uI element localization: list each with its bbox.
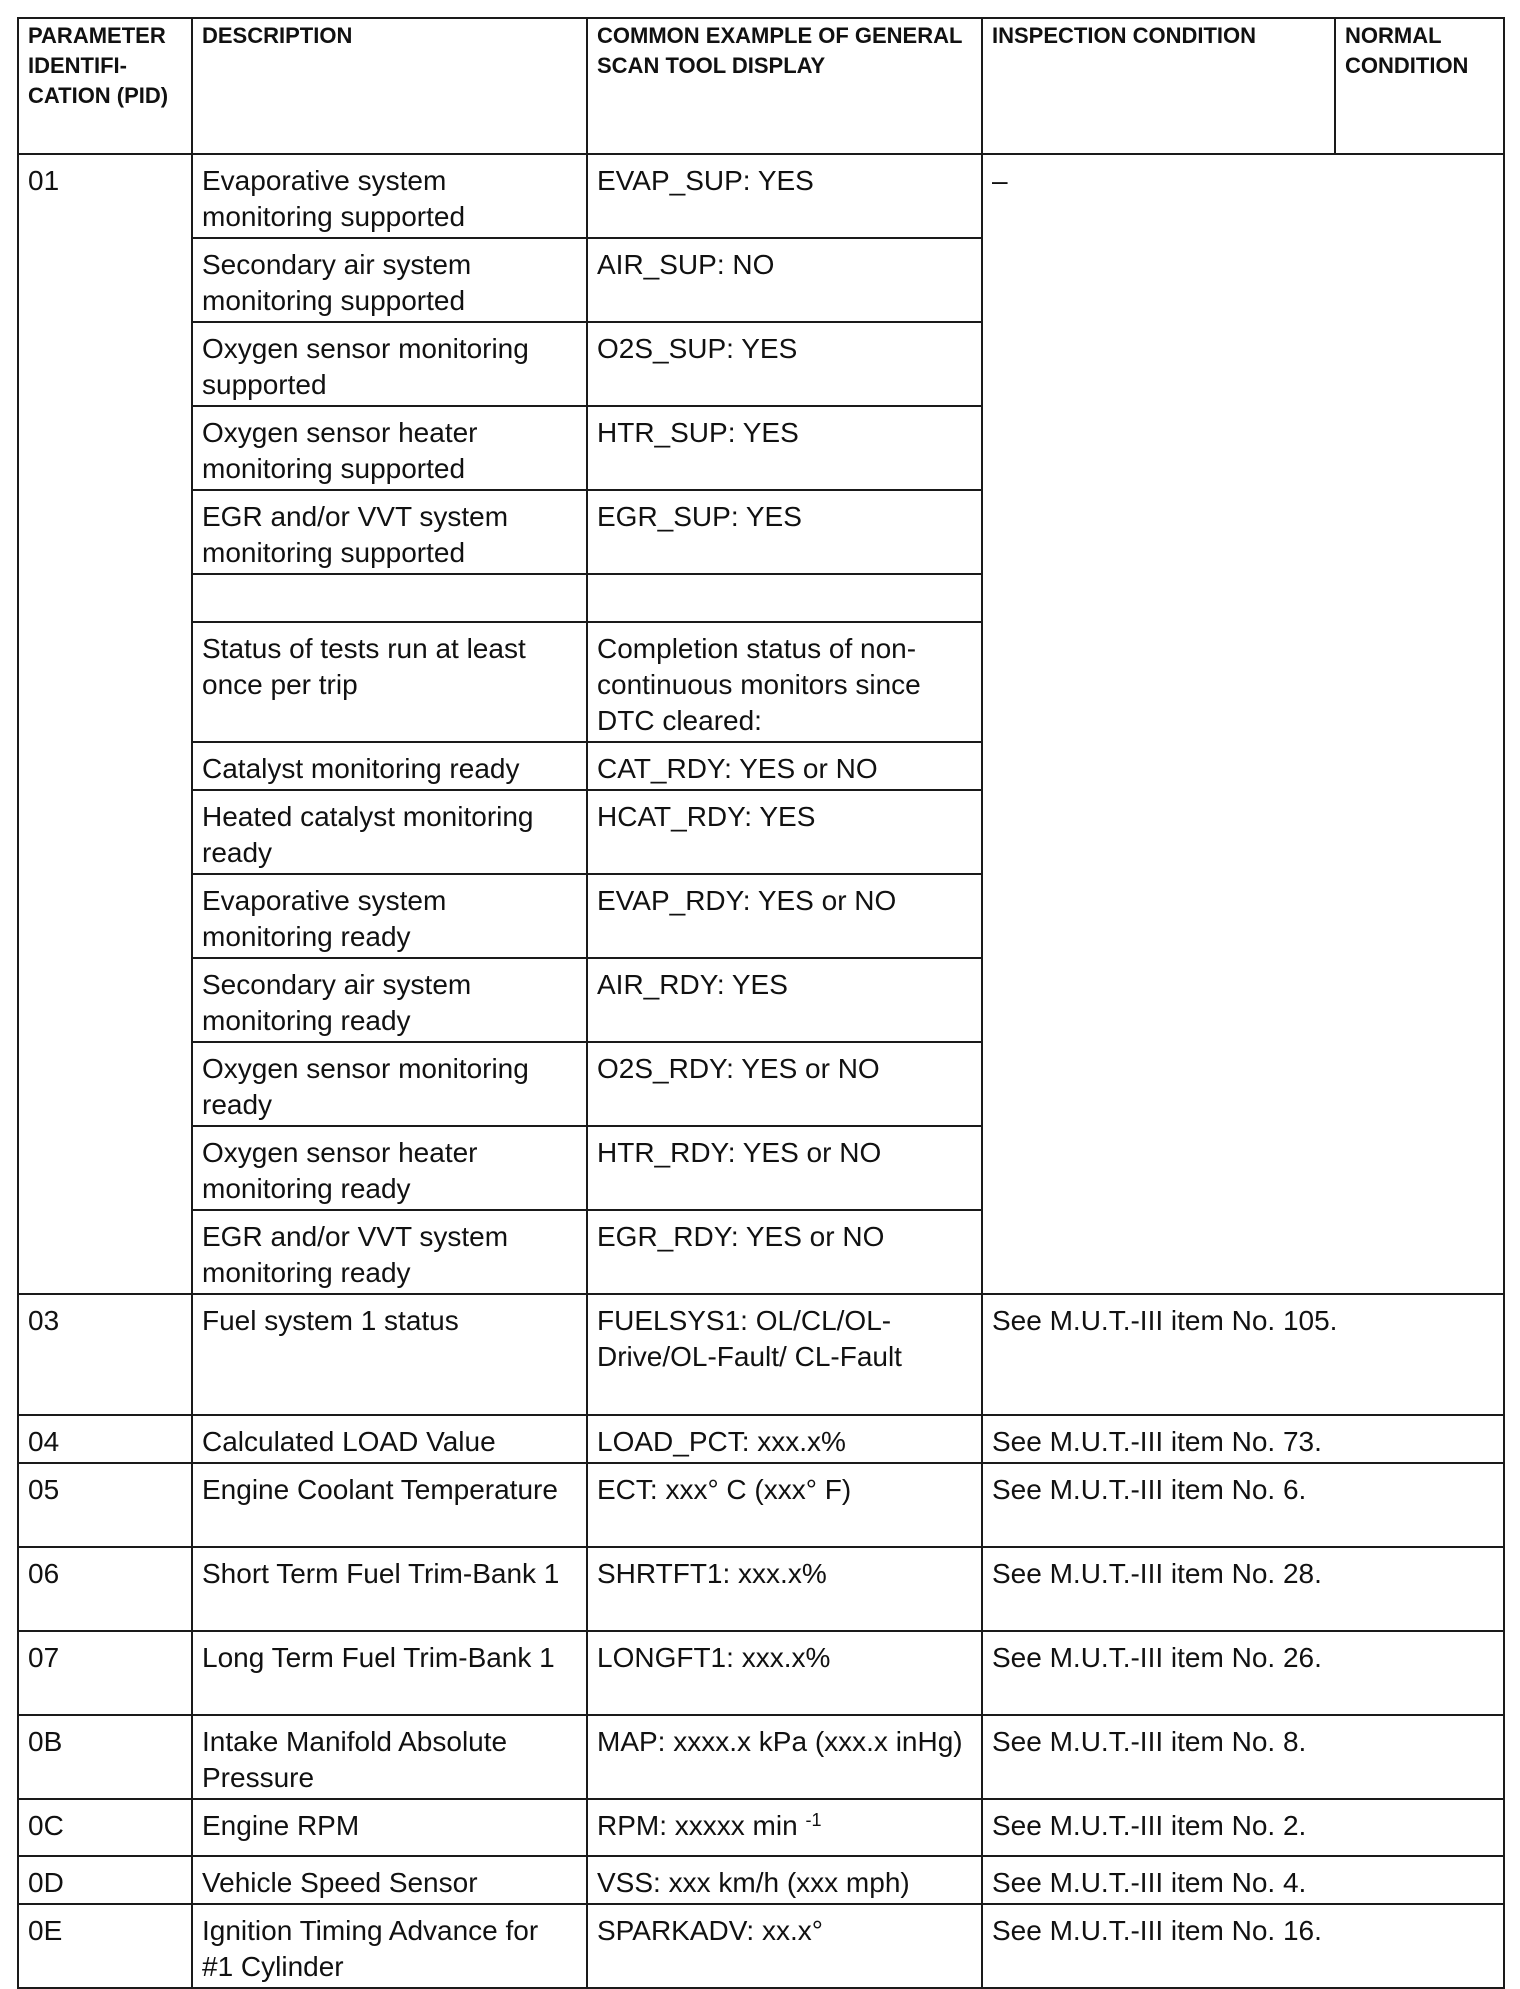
display-cell: Completion status of non-continuous monitors since DTC cleared: <box>587 622 982 742</box>
header-inspection: INSPECTION CONDITION <box>982 18 1335 154</box>
display-cell: EVAP_SUP: YES <box>587 154 982 238</box>
display-cell: CAT_RDY: YES or NO <box>587 742 982 790</box>
display-cell: O2S_RDY: YES or NO <box>587 1042 982 1126</box>
pid-cell: 05 <box>18 1463 192 1547</box>
description-cell: EGR and/or VVT system monitoring supported <box>192 490 587 574</box>
description-cell: Ignition Timing Advance for #1 Cylinder <box>192 1904 587 1988</box>
description-cell: Heated catalyst monitoring ready <box>192 790 587 874</box>
table-row <box>18 1547 1504 1631</box>
description-cell: Oxygen sensor heater monitoring ready <box>192 1126 587 1210</box>
condition-cell: See M.U.T.-III item No. 6. <box>982 1463 1504 1547</box>
display-cell: EGR_RDY: YES or NO <box>587 1210 982 1294</box>
table-row <box>18 1715 1504 1799</box>
display-cell: EGR_SUP: YES <box>587 490 982 574</box>
table-row <box>18 1294 1504 1415</box>
display-cell: MAP: xxxx.x kPa (xxx.x inHg) <box>587 1715 982 1799</box>
display-cell: HCAT_RDY: YES <box>587 790 982 874</box>
table-row <box>18 1904 1504 1988</box>
pid-cell: 07 <box>18 1631 192 1715</box>
description-cell: Engine RPM <box>192 1799 587 1856</box>
description-cell: Oxygen sensor monitoring supported <box>192 322 587 406</box>
display-cell <box>587 1799 982 1856</box>
header-row <box>18 18 1504 154</box>
description-cell: Long Term Fuel Trim-Bank 1 <box>192 1631 587 1715</box>
pid-cell: 06 <box>18 1547 192 1631</box>
description-cell: Evaporative system monitoring supported <box>192 154 587 238</box>
pid-cell: 0C <box>18 1799 192 1856</box>
display-cell: AIR_SUP: NO <box>587 238 982 322</box>
table-row <box>18 1799 1504 1856</box>
header-normal: NORMAL CONDITION <box>1335 18 1504 154</box>
display-cell: ECT: xxx° C (xxx° F) <box>587 1463 982 1547</box>
display-cell: SPARKADV: xx.x° <box>587 1904 982 1988</box>
description-cell: Vehicle Speed Sensor <box>192 1856 587 1904</box>
description-cell: Oxygen sensor heater monitoring supported <box>192 406 587 490</box>
condition-cell: See M.U.T.-III item No. 105. <box>982 1294 1504 1415</box>
display-cell: HTR_SUP: YES <box>587 406 982 490</box>
pid-table <box>17 17 1505 1989</box>
display-cell: HTR_RDY: YES or NO <box>587 1126 982 1210</box>
display-cell: SHRTFT1: xxx.x% <box>587 1547 982 1631</box>
header-description: DESCRIPTION <box>192 18 587 154</box>
description-cell <box>192 574 587 622</box>
description-cell: Calculated LOAD Value <box>192 1415 587 1463</box>
condition-cell: See M.U.T.-III item No. 28. <box>982 1547 1504 1631</box>
table-row <box>18 1631 1504 1715</box>
pid-cell: 0D <box>18 1856 192 1904</box>
display-cell: LOAD_PCT: xxx.x% <box>587 1415 982 1463</box>
pid-cell: 04 <box>18 1415 192 1463</box>
description-cell: Secondary air system monitoring ready <box>192 958 587 1042</box>
header-pid: PARAMETER IDENTIFI-CATION (PID) <box>18 18 192 154</box>
display-cell: LONGFT1: xxx.x% <box>587 1631 982 1715</box>
display-cell: VSS: xxx km/h (xxx mph) <box>587 1856 982 1904</box>
header-scan-tool: COMMON EXAMPLE OF GENERAL SCAN TOOL DISPLAY <box>587 18 982 154</box>
display-cell: AIR_RDY: YES <box>587 958 982 1042</box>
description-cell: Secondary air system monitoring supported <box>192 238 587 322</box>
display-cell <box>587 574 982 622</box>
pid-cell: 0B <box>18 1715 192 1799</box>
pid-cell: 01 <box>18 154 192 1294</box>
table-row <box>18 1856 1504 1904</box>
description-cell: Catalyst monitoring ready <box>192 742 587 790</box>
description-cell: Status of tests run at least once per trip <box>192 622 587 742</box>
condition-cell: See M.U.T.-III item No. 4. <box>982 1856 1504 1904</box>
pid-cell: 0E <box>18 1904 192 1988</box>
description-cell: Engine Coolant Temperature <box>192 1463 587 1547</box>
table-row <box>18 1463 1504 1547</box>
description-cell: Short Term Fuel Trim-Bank 1 <box>192 1547 587 1631</box>
description-cell: Intake Manifold Absolute Pressure <box>192 1715 587 1799</box>
condition-cell: See M.U.T.-III item No. 16. <box>982 1904 1504 1988</box>
display-text: RPM: xxxxx min <box>597 1810 798 1841</box>
description-cell: Oxygen sensor monitoring ready <box>192 1042 587 1126</box>
pid-cell: 03 <box>18 1294 192 1415</box>
display-cell: FUELSYS1: OL/CL/OL-Drive/OL-Fault/ CL-Fault <box>587 1294 982 1415</box>
table-row <box>18 1415 1504 1463</box>
table-row <box>18 154 1504 238</box>
description-cell: EGR and/or VVT system monitoring ready <box>192 1210 587 1294</box>
condition-cell: – <box>982 154 1504 1294</box>
condition-cell: See M.U.T.-III item No. 8. <box>982 1715 1504 1799</box>
condition-cell: See M.U.T.-III item No. 73. <box>982 1415 1504 1463</box>
condition-cell: See M.U.T.-III item No. 26. <box>982 1631 1504 1715</box>
condition-cell: See M.U.T.-III item No. 2. <box>982 1799 1504 1856</box>
description-cell: Evaporative system monitoring ready <box>192 874 587 958</box>
description-cell: Fuel system 1 status <box>192 1294 587 1415</box>
display-cell: EVAP_RDY: YES or NO <box>587 874 982 958</box>
display-superscript: -1 <box>805 1810 822 1830</box>
display-cell: O2S_SUP: YES <box>587 322 982 406</box>
